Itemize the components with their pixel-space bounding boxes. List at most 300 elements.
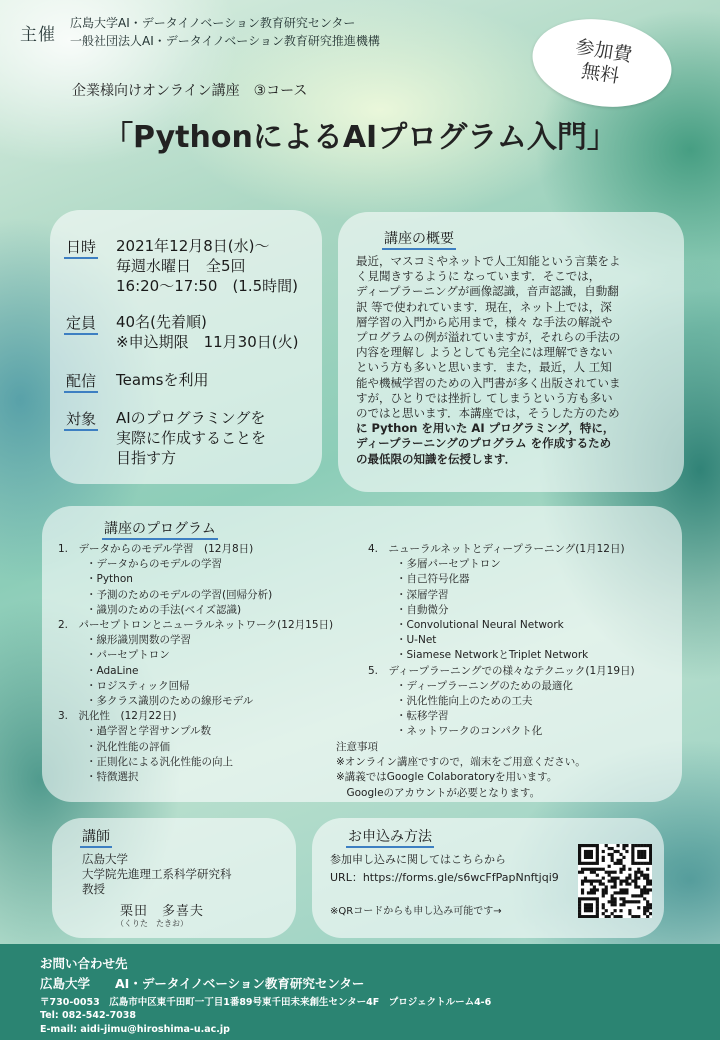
footer-address: 〒730-0053 広島市中区東千田町一丁目1番89号東千田未来創生センター4F プロジェクトルーム4-6 (40, 997, 492, 1008)
qr-module (640, 894, 643, 897)
course-subtitle: 企業様向けオンライン講座 ③コース (72, 83, 308, 99)
program-topic: ・Convolutional Neural Network (396, 619, 564, 632)
qr-module (608, 853, 611, 856)
qr-module (634, 871, 637, 874)
qr-module (643, 862, 646, 865)
qr-module (622, 865, 625, 868)
qr-module (637, 868, 640, 871)
qr-module (625, 882, 628, 885)
qr-module (578, 844, 581, 847)
qr-module (611, 894, 614, 897)
qr-module (643, 856, 646, 859)
qr-module (602, 850, 605, 853)
qr-module (643, 850, 646, 853)
qr-module (637, 900, 640, 903)
qr-module (640, 871, 643, 874)
qr-module (578, 897, 581, 900)
qr-module (602, 906, 605, 909)
footer-email[interactable]: E-mail: aidi-jimu@hiroshima-u.ac.jp (40, 1024, 230, 1035)
qr-module (590, 915, 593, 918)
qr-module (578, 856, 581, 859)
program-heading-wrap (102, 518, 218, 538)
overview-line: く見聞きするように なっています．そこでは， (356, 269, 601, 284)
qr-module (584, 880, 587, 883)
lecturer-line: 広島大学 (82, 852, 128, 866)
qr-module (593, 880, 596, 883)
qr-module (631, 900, 634, 903)
qr-module (614, 909, 617, 912)
qr-module (584, 868, 587, 871)
qr-module (643, 888, 646, 891)
program-topic: ・Python (86, 573, 133, 586)
qr-module (578, 900, 581, 903)
qr-module (619, 888, 622, 891)
qr-module (587, 850, 590, 853)
target-line-2: 実際に作成することを (116, 429, 267, 447)
qr-module (605, 871, 608, 874)
qr-module (643, 885, 646, 888)
qr-module (611, 859, 614, 862)
qr-module (611, 903, 614, 906)
qr-module (634, 900, 637, 903)
overview-line: ディープラーニングが画像認識，音声認識，自動翻 (356, 284, 619, 299)
program-session: 5. ディープラーニングでの様々なテクニック(1月19日) (368, 664, 635, 677)
qr-module (646, 868, 649, 871)
qr-module (578, 912, 581, 915)
qr-module (631, 880, 634, 883)
program-topic: ・汎化性能向上のための工夫 (396, 695, 533, 708)
qr-module (611, 900, 614, 903)
overview-heading: 講座の概要 (382, 231, 456, 250)
qr-module (578, 853, 581, 856)
qr-module (608, 865, 611, 868)
program-topic: ・パーセプトロン (86, 649, 170, 662)
qr-module (646, 906, 649, 909)
qr-module (640, 888, 643, 891)
capacity-label: 定員 (64, 314, 98, 335)
qr-module (611, 897, 614, 900)
qr-module (596, 847, 599, 850)
overview-line: 訳 等で使われています．現在，ネット上では，深 (356, 299, 612, 314)
qr-module (605, 891, 608, 894)
host-line-2: 一般社団法人AI・データイノベーション教育研究推進機構 (70, 34, 380, 48)
delivery-value: Teamsを利用 (116, 371, 209, 389)
qr-module (637, 856, 640, 859)
qr-module (578, 850, 581, 853)
qr-module (578, 862, 581, 865)
qr-module (602, 859, 605, 862)
lecturer-heading: 講師 (80, 829, 112, 848)
target-label: 対象 (64, 410, 98, 431)
lecturer-info (82, 852, 232, 898)
qr-module (608, 880, 611, 883)
program-topic: ・予測のためのモデルの学習(回帰分析) (86, 588, 273, 601)
qr-module (584, 856, 587, 859)
qr-module (619, 859, 622, 862)
qr-module (608, 915, 611, 918)
qr-module (637, 844, 640, 847)
qr-module (584, 897, 587, 900)
qr-module (590, 844, 593, 847)
qr-module (590, 853, 593, 856)
qr-module (631, 894, 634, 897)
overview-bold-line: ディープラーニングのプログラム を作成するため (356, 436, 612, 451)
qr-module (581, 897, 584, 900)
qr-code-graphic (578, 844, 652, 918)
program-topic: ・汎化性能の評価 (86, 740, 170, 753)
qr-module (602, 888, 605, 891)
program-topic: ・ロジスティック回帰 (86, 679, 190, 692)
qr-module (619, 891, 622, 894)
overview-line: 最近，マスコミやネットで人工知能という言葉をよ (356, 254, 621, 268)
overview-heading-wrap (382, 228, 456, 248)
qr-module (605, 885, 608, 888)
program-notes (336, 740, 586, 801)
qr-module (593, 885, 596, 888)
qr-module (602, 891, 605, 894)
qr-module (634, 880, 637, 883)
qr-module (596, 862, 599, 865)
qr-module (602, 877, 605, 880)
qr-module (622, 891, 625, 894)
qr-module (622, 868, 625, 871)
qr-module (619, 871, 622, 874)
qr-module (596, 912, 599, 915)
qr-module (646, 888, 649, 891)
qr-module (646, 903, 649, 906)
qr-module (614, 885, 617, 888)
program-topic: ・過学習と学習サンプル数 (86, 725, 212, 738)
qr-module (581, 862, 584, 865)
qr-module (628, 912, 631, 915)
qr-module (590, 891, 593, 894)
qr-module (616, 850, 619, 853)
qr-module (590, 906, 593, 909)
qr-module (634, 915, 637, 918)
qr-module (649, 906, 652, 909)
qr-module (596, 906, 599, 909)
qr-module (611, 847, 614, 850)
qr-module (637, 871, 640, 874)
qr-module (587, 862, 590, 865)
badge-line-1: 参加費 (573, 36, 634, 67)
badge-line-2: 無料 (579, 60, 621, 88)
qr-module (590, 880, 593, 883)
qr-module (587, 856, 590, 859)
qr-module (625, 877, 628, 880)
overview-line: プログラムの例が溢れていますが，それらの手法の (356, 330, 621, 345)
qr-module (646, 891, 649, 894)
overview-line: という方も多いと思います．また，最近，人 工知 (356, 360, 612, 375)
apply-url[interactable]: URL：https://forms.gle/s6wcFfPapNnftjqi9 (330, 871, 559, 884)
overview-bold-line: の最低限の知識を伝授します． (356, 451, 517, 466)
qr-module (649, 847, 652, 850)
footer-tel: Tel: 082-542-7038 (40, 1010, 137, 1021)
qr-module (649, 844, 652, 847)
qr-module (602, 856, 605, 859)
qr-module (649, 853, 652, 856)
qr-module (602, 903, 605, 906)
qr-module (599, 882, 602, 885)
qr-module (584, 877, 587, 880)
free-badge (526, 10, 678, 117)
qr-module (649, 882, 652, 885)
qr-module (634, 894, 637, 897)
qr-module (640, 862, 643, 865)
program-topic: ・ネットワークのコンパクト化 (396, 725, 543, 738)
qr-module (631, 915, 634, 918)
lecturer-reading: （くりた たきお） (116, 919, 188, 928)
qr-module (596, 903, 599, 906)
contact-footer (0, 944, 720, 1040)
qr-module (619, 853, 622, 856)
qr-module (584, 844, 587, 847)
qr-module (634, 885, 637, 888)
qr-module (646, 877, 649, 880)
qr-module (611, 856, 614, 859)
qr-module (619, 909, 622, 912)
qr-module (590, 850, 593, 853)
program-topic: ・識別のための手法(ベイズ認識) (86, 603, 242, 616)
apply-qr-note: ※QRコードからも申し込み可能です→ (330, 906, 502, 917)
program-topic: ・深層学習 (396, 588, 449, 601)
date-line-3: 16:20～17:50 (1.5時間) (116, 277, 299, 295)
target-line-1: AIのプログラミングを (116, 409, 266, 427)
capacity-block (116, 312, 298, 352)
date-line-1: 2021年12月8日(水)～ (116, 237, 270, 255)
qr-module (625, 844, 628, 847)
lecturer-line: 大学院先進理工系科学研究科 (82, 867, 232, 882)
qr-module (605, 909, 608, 912)
qr-module (596, 850, 599, 853)
qr-module (581, 871, 584, 874)
qr-module (646, 862, 649, 865)
date-label-wrap (64, 236, 98, 257)
qr-module (637, 894, 640, 897)
program-topic: ・自動微分 (396, 603, 449, 616)
qr-module (581, 891, 584, 894)
lecturer-line: 教授 (82, 882, 105, 897)
qr-module (587, 891, 590, 894)
qr-module (587, 844, 590, 847)
qr-module (593, 871, 596, 874)
program-topic: ・線形識別関数の学習 (86, 634, 191, 647)
qr-module (640, 844, 643, 847)
qr-module (622, 880, 625, 883)
qr-module (643, 844, 646, 847)
qr-module (619, 903, 622, 906)
qr-module (614, 891, 617, 894)
qr-module (611, 912, 614, 915)
qr-module (587, 909, 590, 912)
qr-module (578, 871, 581, 874)
qr-module (587, 915, 590, 918)
qr-module (631, 844, 634, 847)
qr-module (581, 915, 584, 918)
qr-module (593, 891, 596, 894)
qr-module (616, 844, 619, 847)
qr-module (578, 909, 581, 912)
qr-module (634, 862, 637, 865)
apply-intro: 参加申し込みに関してはこちらから (330, 853, 506, 866)
qr-module (622, 847, 625, 850)
qr-module (625, 888, 628, 891)
qr-module (599, 868, 602, 871)
qr-module (631, 862, 634, 865)
qr-module (614, 850, 617, 853)
qr-module (608, 900, 611, 903)
program-topic: ・特徴選択 (86, 771, 139, 784)
footer-heading: お問い合わせ先 (40, 956, 128, 971)
qr-module (584, 915, 587, 918)
qr-module (622, 897, 625, 900)
program-topic: ・データからのモデルの学習 (86, 558, 222, 571)
apply-heading-wrap (346, 826, 434, 846)
qr-module (646, 880, 649, 883)
qr-module (602, 868, 605, 871)
capacity-line-1: 40名(先着順) (116, 313, 207, 331)
qr-module (593, 915, 596, 918)
qr-module (643, 909, 646, 912)
program-session: 2. パーセプトロンとニューラルネットワーク(12月15日) (58, 619, 334, 632)
program-topic: ・多クラス識別のための線形モデル (86, 695, 254, 708)
qr-module (637, 885, 640, 888)
overview-line: 能や機械学習のための入門書が多く出版されていま (356, 375, 621, 390)
qr-module (616, 859, 619, 862)
target-block (116, 408, 266, 468)
qr-module (614, 880, 617, 883)
host-line-1: 広島大学AI・データイノベーション教育研究センター (70, 16, 356, 30)
program-heading: 講座のプログラム (102, 521, 218, 540)
qr-module (584, 909, 587, 912)
qr-module (622, 856, 625, 859)
qr-module (581, 880, 584, 883)
qr-module (596, 868, 599, 871)
qr-module (614, 862, 617, 865)
qr-module (581, 868, 584, 871)
qr-module (581, 844, 584, 847)
qr-module (590, 862, 593, 865)
qr-module (646, 844, 649, 847)
qr-module (596, 859, 599, 862)
notes-line: ※講義ではGoogle Colaboratoryを用います。 (336, 771, 558, 784)
qr-module (593, 868, 596, 871)
program-topic: ・AdaLine (86, 664, 139, 677)
qr-module (622, 844, 625, 847)
qr-module (611, 885, 614, 888)
qr-module (646, 882, 649, 885)
program-topic: ・自己符号化器 (396, 573, 470, 586)
overview-line: 層学習の入門から応用まで，様々 な手法の解説や (356, 314, 613, 329)
qr-module (593, 888, 596, 891)
qr-module (631, 856, 634, 859)
qr-module (619, 897, 622, 900)
qr-module (649, 850, 652, 853)
qr-module (616, 877, 619, 880)
program-session: 4. ニューラルネットとディープラーニング(1月12日) (368, 543, 625, 555)
delivery-label: 配信 (64, 372, 98, 393)
footer-org: 広島大学 AI・データイノベーション教育研究センター (40, 976, 365, 991)
qr-module (614, 903, 617, 906)
qr-module (596, 874, 599, 877)
qr-module (587, 853, 590, 856)
course-title: 「PythonによるAIプログラム入門」 (103, 120, 617, 155)
qr-module (631, 850, 634, 853)
qr-module (637, 850, 640, 853)
qr-module (578, 847, 581, 850)
qr-module (622, 900, 625, 903)
qr-module (637, 877, 640, 880)
qr-module (596, 897, 599, 900)
date-line-2: 毎週水曜日 全5回 (116, 257, 246, 275)
qr-module (649, 856, 652, 859)
qr-module (634, 844, 637, 847)
qr-module (643, 897, 646, 900)
qr-module (646, 909, 649, 912)
qr-module (614, 897, 617, 900)
qr-module (640, 850, 643, 853)
qr-module (616, 862, 619, 865)
qr-module (608, 871, 611, 874)
qr-module (611, 853, 614, 856)
date-block (116, 236, 298, 296)
qr-module (596, 853, 599, 856)
qr-module (587, 903, 590, 906)
qr-module (643, 912, 646, 915)
qr-module (649, 859, 652, 862)
qr-module (619, 862, 622, 865)
notes-heading: 注意事項 (336, 741, 378, 753)
qr-module (590, 897, 593, 900)
overview-line: のではと思います．本講座では，そうした方のため (356, 406, 620, 421)
qr-module (619, 868, 622, 871)
qr-module (614, 882, 617, 885)
qr-module (611, 880, 614, 883)
qr-code[interactable] (578, 844, 652, 918)
program-right-column (368, 542, 668, 740)
qr-module (611, 877, 614, 880)
qr-module (578, 859, 581, 862)
qr-module (643, 877, 646, 880)
host-label: 主催 (20, 25, 56, 45)
qr-module (590, 903, 593, 906)
qr-module (649, 912, 652, 915)
qr-module (649, 862, 652, 865)
qr-module (634, 877, 637, 880)
program-topic: ・多層パーセプトロン (396, 558, 501, 571)
qr-module (614, 871, 617, 874)
qr-module (587, 868, 590, 871)
overview-bold-line: に Python を用いた AI プログラミング，特に， (356, 421, 615, 436)
qr-module (614, 877, 617, 880)
qr-module (640, 856, 643, 859)
apply-heading: お申込み方法 (346, 829, 434, 848)
qr-module (637, 862, 640, 865)
qr-module (587, 897, 590, 900)
qr-module (587, 906, 590, 909)
qr-module (596, 909, 599, 912)
qr-module (619, 915, 622, 918)
qr-module (593, 862, 596, 865)
program-topic: ・Siamese NetworkとTriplet Network (396, 649, 589, 662)
capacity-label-wrap (64, 312, 98, 333)
program-left-column (58, 542, 358, 785)
qr-module (622, 903, 625, 906)
target-line-3: 目指す方 (116, 449, 177, 467)
overview-text (356, 254, 678, 467)
program-session: 3. 汎化性 (12月22日) (58, 710, 177, 723)
program-topic: ・転移学習 (396, 710, 449, 723)
